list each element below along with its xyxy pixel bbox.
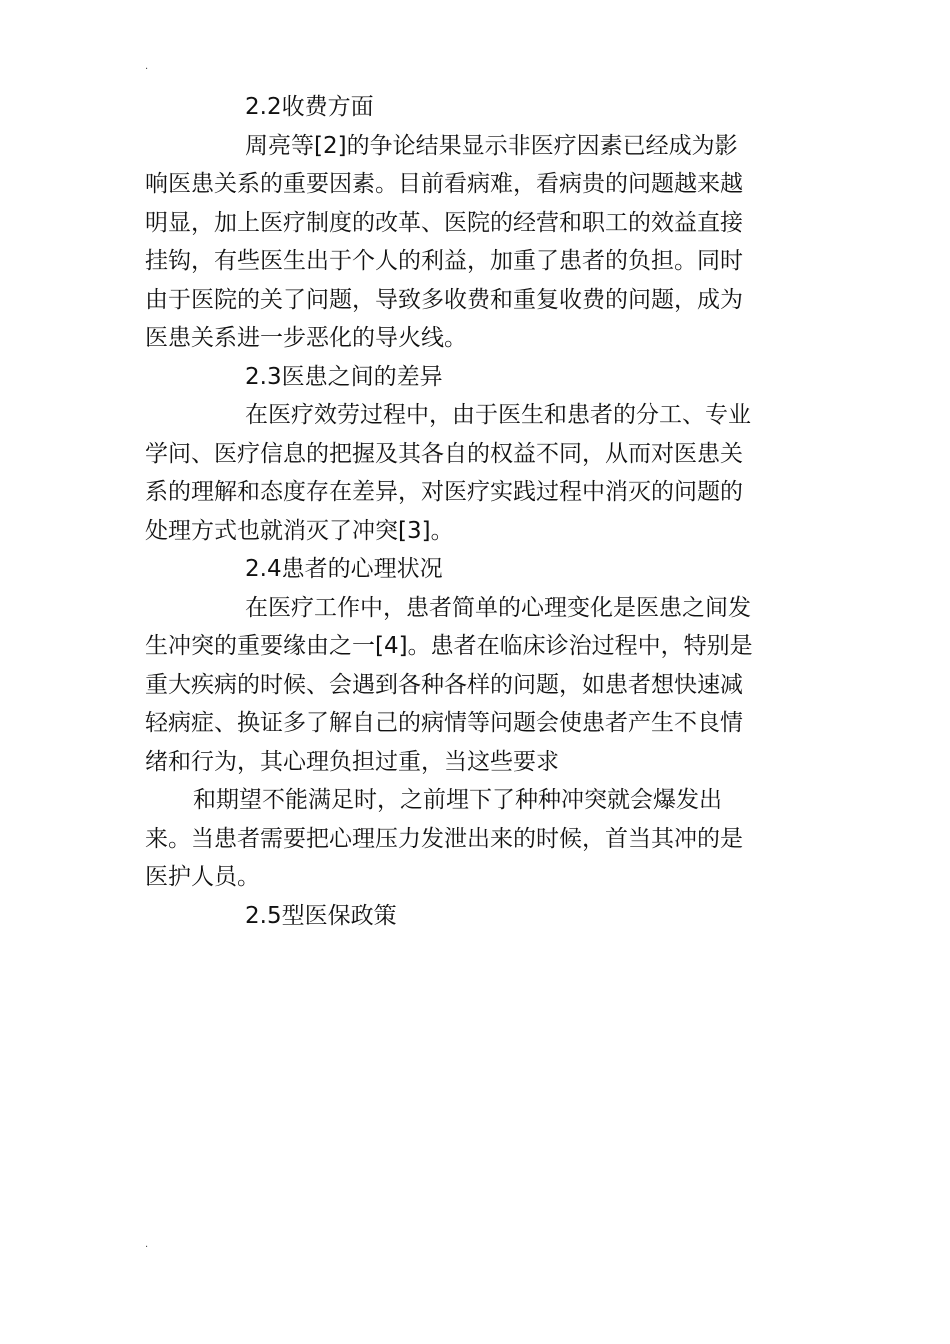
paragraph-line: 轻病症、换证多了解自己的病情等问题会使患者产生不良情 [145, 710, 743, 736]
paragraph-line: 由于医院的关了问题，导致多收费和重复收费的问题，成为 [145, 286, 743, 313]
paragraph-line: 来。当患者需要把心理压力发泄出来的时候，首当其冲的是 [145, 825, 743, 852]
paragraph-line: 医护人员。 [145, 864, 260, 890]
document-body [145, 88, 815, 935]
paragraph-line: 学问、医疗信息的把握及其各自的权益不同，从而对医患关 [145, 440, 743, 467]
paragraph-line: 医患关系进一步恶化的导火线。 [145, 325, 467, 351]
paragraph-line: 响医患关系的重要因素。目前看病难，看病贵的问题越来越 [145, 171, 743, 197]
page-marker-bottom: . [145, 1239, 149, 1250]
section-heading-2-2: 2.2收费方面 [245, 94, 374, 120]
paragraph-line: 周亮等[2]的争论结果显示非医疗因素已经成为影 [245, 132, 738, 159]
paragraph-line: 绪和行为，其心理负担过重，当这些要求 [145, 748, 559, 775]
paragraph-line: 明显，加上医疗制度的改革、医院的经营和职工的效益直接 [145, 209, 743, 236]
paragraph-line: 和期望不能满足时，之前埋下了种种冲突就会爆发出 [193, 787, 722, 813]
paragraph-line: 处理方式也就消灭了冲突[3]。 [145, 517, 454, 544]
paragraph-line: 系的理解和态度存在差异，对医疗实践过程中消灭的问题的 [145, 479, 743, 505]
section-heading-2-4: 2.4患者的心理状况 [245, 556, 443, 582]
section-heading-2-3: 2.3医患之间的差异 [245, 363, 443, 390]
paragraph-line: 重大疾病的时候、会遇到各种各样的问题，如患者想快速减 [145, 671, 743, 698]
paragraph-line: 挂钩，有些医生出于个人的利益，加重了患者的负担。同时 [145, 248, 743, 274]
page-marker-top: . [145, 61, 149, 72]
paragraph-line: 在医疗工作中，患者简单的心理变化是医患之间发 [245, 594, 751, 621]
paragraph-line: 生冲突的重要缘由之一[4]。患者在临床诊治过程中，特别是 [145, 633, 753, 659]
paragraph-line: 在医疗效劳过程中，由于医生和患者的分工、专业 [245, 402, 751, 428]
section-heading-2-5: 2.5型医保政策 [245, 902, 397, 929]
